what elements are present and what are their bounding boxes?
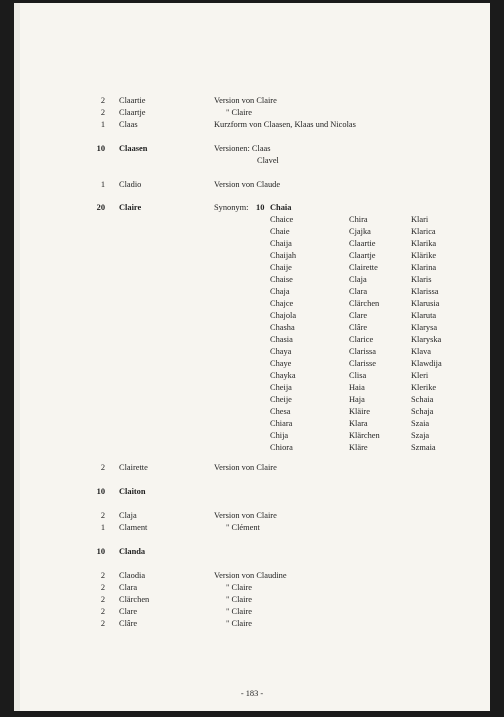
synonym-name: Chiora <box>270 443 293 452</box>
synonym-name: Klarysa <box>411 323 438 332</box>
synonym-name: Chesa <box>270 407 291 416</box>
entry-name: Claire <box>119 203 142 212</box>
synonym-name: Clärchen <box>349 299 380 308</box>
synonym-name: Schaia <box>411 395 434 404</box>
entry-name: Claartie <box>119 96 146 105</box>
synonym-name: Claartje <box>349 251 376 260</box>
synonym-name: Chaya <box>270 347 292 356</box>
synonym-name: Chajola <box>270 311 297 320</box>
document-page <box>14 3 490 711</box>
synonym-name: Haja <box>349 395 365 404</box>
entry-count: 1 <box>100 180 105 189</box>
synonym-name: Klarusia <box>411 299 440 308</box>
synonym-name: Clare <box>349 311 368 320</box>
synonym-name: Klari <box>411 215 429 224</box>
entry-count: 1 <box>100 523 105 532</box>
synonym-name: Clarice <box>349 335 374 344</box>
synonym-name: Chaja <box>270 287 290 296</box>
entry-count: 2 <box>100 463 105 472</box>
synonym-name: Klarina <box>411 263 437 272</box>
synonym-name: Szaja <box>411 431 430 440</box>
synonym-name: Chaije <box>270 263 292 272</box>
entry-count: 2 <box>100 511 105 520</box>
synonym-name: Klarica <box>411 227 436 236</box>
synonym-count: 10 <box>256 203 265 212</box>
synonym-name: Clâre <box>349 323 368 332</box>
synonym-name: Klerike <box>411 383 437 392</box>
synonym-name: Klava <box>411 347 431 356</box>
entry-name: Claartje <box>119 108 146 117</box>
synonym-name: Chaija <box>270 239 292 248</box>
synonym-name: Cjajka <box>349 227 371 236</box>
synonym-name: Chaye <box>270 359 292 368</box>
entry-note: Kurzform von Claasen, Klaas und Nicolas <box>214 120 356 129</box>
synonym-name: Klaris <box>411 275 432 284</box>
synonym-name: Chajce <box>270 299 294 308</box>
entry-note: Synonym: <box>214 203 249 212</box>
entry-note: Version von Claire <box>214 96 277 105</box>
entry-note: Clavel <box>257 156 279 165</box>
synonym-name: Cheije <box>270 395 292 404</box>
synonym-name: Chaice <box>270 215 294 224</box>
entry-count: 2 <box>100 595 105 604</box>
synonym-name: Chaijah <box>270 251 297 260</box>
synonym-name: Kleri <box>411 371 429 380</box>
entry-note: " Claire <box>226 583 252 592</box>
entry-note: Versionen: Claas <box>214 144 271 153</box>
synonym-name: Kläire <box>349 407 370 416</box>
synonym-name: Claartie <box>349 239 376 248</box>
entry-count: 10 <box>96 487 105 496</box>
entry-name: Clärchen <box>119 595 150 604</box>
synonym-name: Szaia <box>411 419 430 428</box>
entry-count: 2 <box>100 571 105 580</box>
synonym-name: Chasia <box>270 335 293 344</box>
synonym-name: Klaruta <box>411 311 437 320</box>
entry-count: 2 <box>100 96 105 105</box>
synonym-name: Clara <box>349 287 368 296</box>
entry-note: Version von Claire <box>214 511 277 520</box>
entry-name: Clara <box>119 583 138 592</box>
entry-name: Claodia <box>119 571 146 580</box>
synonym-name: Kläre <box>349 443 368 452</box>
synonym-name: Chiara <box>270 419 293 428</box>
entry-note: Version von Claire <box>214 463 277 472</box>
synonym-name: Clarissa <box>349 347 376 356</box>
entry-count: 20 <box>96 203 105 212</box>
entry-note: " Claire <box>226 607 252 616</box>
entry-count: 10 <box>96 144 105 153</box>
synonym-name: Cheija <box>270 383 292 392</box>
entry-name: Clâre <box>119 619 138 628</box>
entry-name: Claja <box>119 511 137 520</box>
synonym-name: Klärike <box>411 251 437 260</box>
entry-count: 2 <box>100 607 105 616</box>
synonym-name: Chija <box>270 431 289 440</box>
synonym-name: Chaie <box>270 227 290 236</box>
entry-name: Claas <box>119 120 138 129</box>
page-number: - 183 - <box>240 689 264 698</box>
synonym-name: Chasha <box>270 323 295 332</box>
entry-name: Cladio <box>119 180 142 189</box>
synonym-name: Schaja <box>411 407 434 416</box>
entry-note: " Claire <box>226 619 252 628</box>
synonym-name: Szmaia <box>411 443 436 452</box>
synonym-name: Klärchen <box>349 431 380 440</box>
entry-name: Clanda <box>119 547 146 556</box>
synonym-name: Chaia <box>270 203 292 212</box>
entry-note: " Claire <box>226 595 252 604</box>
entry-count: 2 <box>100 583 105 592</box>
entry-note: " Claire <box>226 108 252 117</box>
synonym-name: Klaryska <box>411 335 442 344</box>
entry-count: 2 <box>100 108 105 117</box>
synonym-name: Clarisse <box>349 359 376 368</box>
entry-note: Version von Claudine <box>214 571 287 580</box>
synonym-name: Chayka <box>270 371 296 380</box>
synonym-name: Klarissa <box>411 287 439 296</box>
synonym-name: Klara <box>349 419 368 428</box>
entry-note: " Clément <box>226 523 260 532</box>
entry-name: Claiton <box>119 487 146 496</box>
synonym-name: Klarika <box>411 239 437 248</box>
synonym-name: Haia <box>349 383 365 392</box>
entry-count: 1 <box>100 120 105 129</box>
synonym-name: Chaise <box>270 275 293 284</box>
entry-name: Clairette <box>119 463 148 472</box>
synonym-name: Clairette <box>349 263 378 272</box>
entry-name: Claasen <box>119 144 148 153</box>
entry-note: Version von Claude <box>214 180 281 189</box>
synonym-name: Clisa <box>349 371 367 380</box>
entry-count: 2 <box>100 619 105 628</box>
entry-count: 10 <box>96 547 105 556</box>
page-edge-shadow <box>14 3 20 711</box>
synonym-name: Chira <box>349 215 368 224</box>
synonym-name: Claja <box>349 275 367 284</box>
entry-name: Clament <box>119 523 148 532</box>
synonym-name: Klawdija <box>411 359 442 368</box>
entry-name: Clare <box>119 607 138 616</box>
